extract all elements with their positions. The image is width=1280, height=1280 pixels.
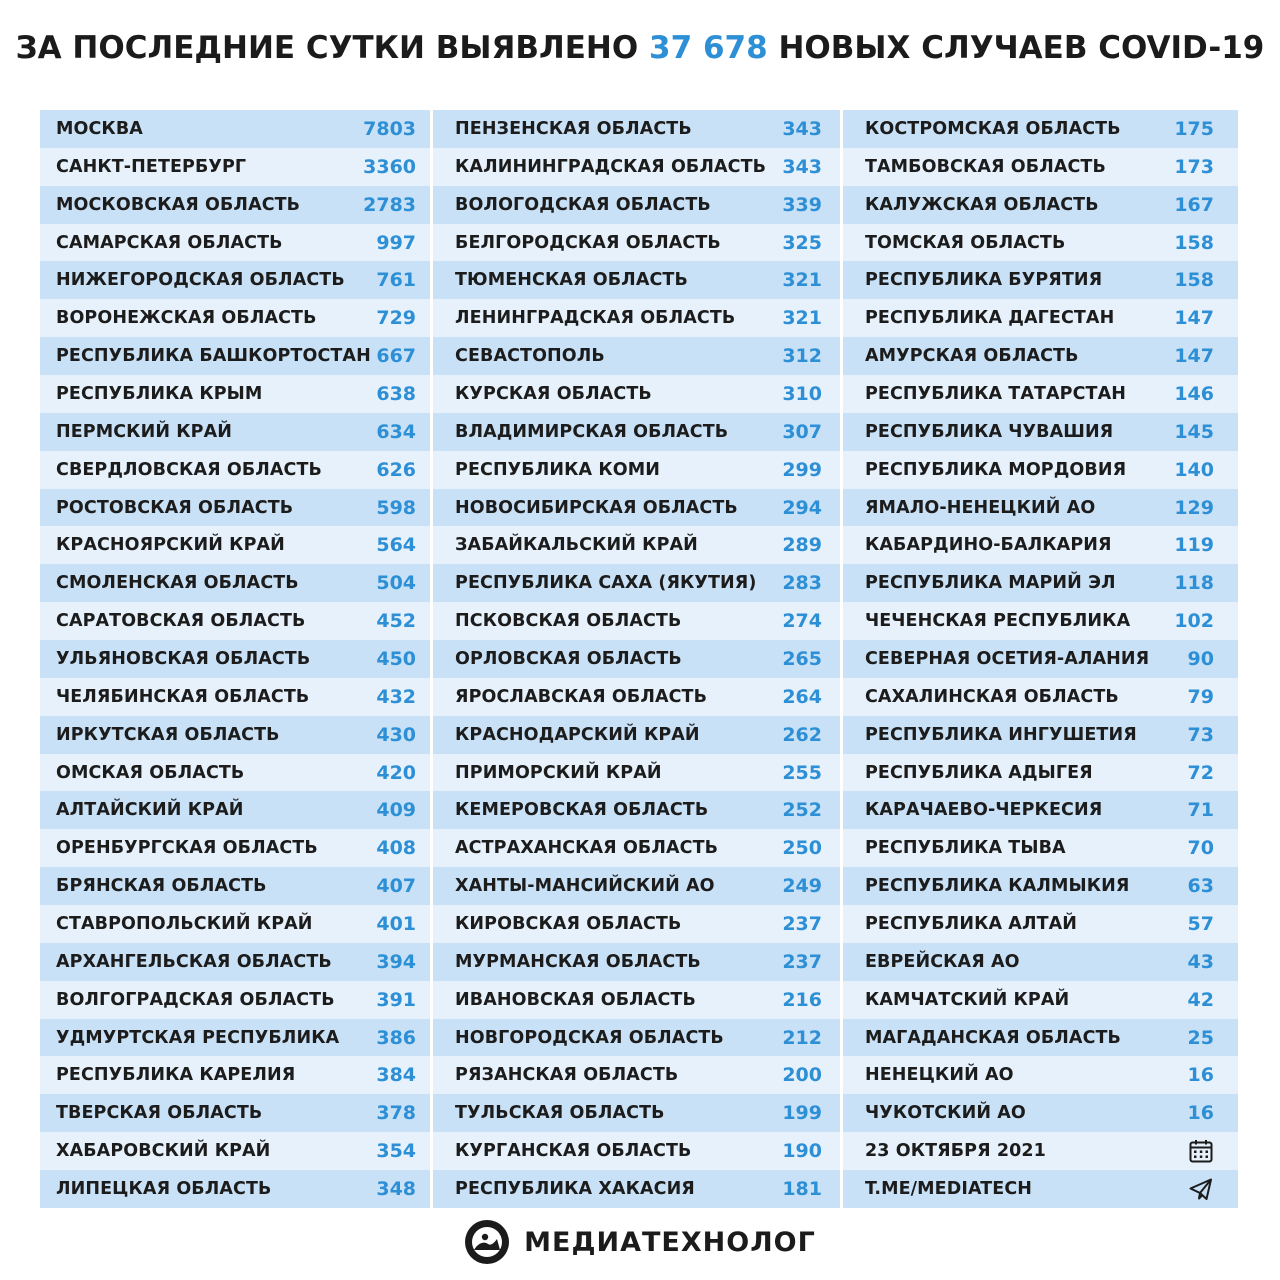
table-row	[433, 754, 840, 792]
table-row	[843, 489, 1238, 527]
region-name: КЕМЕРОВСКАЯ ОБЛАСТЬ	[455, 800, 709, 821]
table-row	[843, 678, 1238, 716]
table-row	[40, 489, 430, 527]
region-name: КУРСКАЯ ОБЛАСТЬ	[455, 383, 652, 404]
case-count: 265	[782, 647, 822, 670]
table-row	[433, 564, 840, 602]
case-count: 2783	[363, 193, 417, 216]
case-count: 626	[376, 458, 417, 481]
case-count: 634	[376, 420, 417, 443]
table-row	[433, 602, 840, 640]
table-row	[433, 678, 840, 716]
table-row	[433, 1170, 840, 1208]
table-row	[40, 337, 430, 375]
region-name: СМОЛЕНСКАЯ ОБЛАСТЬ	[56, 573, 299, 594]
region-name: ВОРОНЕЖСКАЯ ОБЛАСТЬ	[56, 308, 317, 329]
region-name: ПРИМОРСКИЙ КРАЙ	[455, 762, 662, 783]
table-row	[843, 261, 1238, 299]
table-row	[843, 299, 1238, 337]
table-row	[40, 791, 430, 829]
case-count: 42	[1187, 988, 1214, 1011]
table-row	[433, 1132, 840, 1170]
case-count: 283	[782, 572, 822, 595]
table-row	[40, 867, 430, 905]
table-row	[433, 337, 840, 375]
case-count: 325	[782, 231, 822, 254]
region-name: НОВГОРОДСКАЯ ОБЛАСТЬ	[455, 1027, 724, 1048]
telegram-icon[interactable]	[1188, 1176, 1214, 1202]
case-count: 237	[782, 912, 822, 935]
region-name: РЕСПУБЛИКА КРЫМ	[56, 383, 263, 404]
table-row	[40, 981, 430, 1019]
case-count: 199	[782, 1102, 822, 1125]
case-count: 343	[782, 155, 822, 178]
case-count: 729	[376, 307, 417, 330]
case-count: 255	[782, 761, 822, 784]
table-row	[433, 413, 840, 451]
region-name: МУРМАНСКАЯ ОБЛАСТЬ	[455, 951, 701, 972]
table-column-2	[430, 110, 840, 1208]
case-count: 274	[782, 610, 822, 633]
table-row	[40, 678, 430, 716]
publication-date: 23 ОКТЯБРЯ 2021	[864, 1141, 1046, 1162]
case-count: 43	[1187, 950, 1214, 973]
region-name: ЧЕЛЯБИНСКАЯ ОБЛАСТЬ	[56, 686, 310, 707]
case-count: 90	[1187, 647, 1214, 670]
case-count: 354	[376, 1140, 417, 1163]
table-row	[843, 413, 1238, 451]
case-count: 146	[1174, 382, 1214, 405]
region-name: АЛТАЙСКИЙ КРАЙ	[56, 800, 244, 821]
region-name: РЕСПУБЛИКА КОМИ	[455, 459, 660, 480]
table-row	[40, 1170, 430, 1208]
case-count: 200	[782, 1064, 822, 1087]
table-row	[40, 526, 430, 564]
region-name: ЧУКОТСКИЙ АО	[864, 1103, 1026, 1124]
table-row	[433, 981, 840, 1019]
case-count: 262	[782, 723, 822, 746]
case-count: 249	[782, 875, 822, 898]
table-row	[433, 791, 840, 829]
case-count: 761	[376, 269, 417, 292]
case-count: 564	[376, 534, 417, 557]
case-count: 140	[1174, 458, 1214, 481]
case-count: 175	[1174, 117, 1214, 140]
region-name: КАМЧАТСКИЙ КРАЙ	[864, 989, 1070, 1010]
table-row	[433, 110, 840, 148]
region-name: РЕСПУБЛИКА БАШКОРТОСТАН	[56, 346, 371, 367]
case-count: 504	[376, 572, 417, 595]
case-count: 71	[1187, 799, 1214, 822]
region-name: РЕСПУБЛИКА АДЫГЕЯ	[864, 762, 1093, 783]
region-name: УЛЬЯНОВСКАЯ ОБЛАСТЬ	[56, 648, 311, 669]
table-row	[40, 829, 430, 867]
region-name: ПЕРМСКИЙ КРАЙ	[56, 421, 232, 442]
table-row	[40, 716, 430, 754]
table-row	[40, 413, 430, 451]
brand-name: МЕДИАТЕХНОЛОГ	[524, 1226, 816, 1258]
telegram-link-row[interactable]	[843, 1170, 1238, 1208]
case-count: 3360	[363, 155, 417, 178]
title-prefix: ЗА ПОСЛЕДНИЕ СУТКИ ВЫЯВЛЕНО	[15, 30, 650, 66]
region-name: РЯЗАНСКАЯ ОБЛАСТЬ	[455, 1065, 679, 1086]
case-count: 339	[782, 193, 822, 216]
region-name: ТВЕРСКАЯ ОБЛАСТЬ	[56, 1103, 263, 1124]
case-count: 321	[782, 269, 822, 292]
region-name: НОВОСИБИРСКАЯ ОБЛАСТЬ	[455, 497, 738, 518]
region-name: САМАРСКАЯ ОБЛАСТЬ	[56, 232, 283, 253]
case-count: 73	[1187, 723, 1214, 746]
case-count: 289	[782, 534, 822, 557]
case-count: 450	[376, 647, 417, 670]
region-name: САНКТ-ПЕТЕРБУРГ	[56, 156, 247, 177]
table-row	[40, 375, 430, 413]
table-row	[843, 451, 1238, 489]
case-count: 394	[376, 950, 417, 973]
table-row	[843, 1094, 1238, 1132]
case-count: 420	[376, 761, 417, 784]
table-row	[40, 299, 430, 337]
region-name: ЯМАЛО-НЕНЕЦКИЙ АО	[864, 497, 1096, 518]
case-count: 264	[782, 685, 822, 708]
table-row	[843, 1019, 1238, 1057]
region-name: СЕВЕРНАЯ ОСЕТИЯ-АЛАНИЯ	[864, 648, 1150, 669]
case-count: 167	[1174, 193, 1214, 216]
region-name: АСТРАХАНСКАЯ ОБЛАСТЬ	[455, 838, 719, 859]
table-column-3	[840, 110, 1238, 1208]
table-row	[40, 110, 430, 148]
case-count: 147	[1174, 345, 1214, 368]
table-row	[40, 640, 430, 678]
region-name: РОСТОВСКАЯ ОБЛАСТЬ	[56, 497, 294, 518]
regions-table	[40, 110, 1238, 1208]
table-row	[40, 1094, 430, 1132]
region-name: РЕСПУБЛИКА ТЫВА	[864, 838, 1066, 859]
table-row	[40, 1056, 430, 1094]
table-row	[433, 1056, 840, 1094]
table-row	[843, 148, 1238, 186]
region-name: КАЛУЖСКАЯ ОБЛАСТЬ	[864, 194, 1099, 215]
table-row	[843, 375, 1238, 413]
region-name: КОСТРОМСКАЯ ОБЛАСТЬ	[864, 118, 1121, 139]
case-count: 348	[376, 1177, 417, 1200]
region-name: АРХАНГЕЛЬСКАЯ ОБЛАСТЬ	[56, 951, 332, 972]
region-name: ИРКУТСКАЯ ОБЛАСТЬ	[56, 724, 280, 745]
table-row	[40, 1019, 430, 1057]
region-name: РЕСПУБЛИКА МАРИЙ ЭЛ	[864, 573, 1116, 594]
region-name: ЛЕНИНГРАДСКАЯ ОБЛАСТЬ	[455, 308, 736, 329]
region-name: РЕСПУБЛИКА МОРДОВИЯ	[864, 459, 1127, 480]
region-name: БРЯНСКАЯ ОБЛАСТЬ	[56, 876, 267, 897]
region-name: МОСКВА	[56, 118, 143, 139]
region-name: ИВАНОВСКАЯ ОБЛАСТЬ	[455, 989, 696, 1010]
region-name: РЕСПУБЛИКА БУРЯТИЯ	[864, 270, 1103, 291]
table-row	[433, 299, 840, 337]
case-count: 310	[782, 382, 822, 405]
region-name: ТУЛЬСКАЯ ОБЛАСТЬ	[455, 1103, 665, 1124]
region-name: ЕВРЕЙСКАЯ АО	[864, 951, 1020, 972]
table-row	[843, 640, 1238, 678]
table-row	[433, 526, 840, 564]
case-count: 343	[782, 117, 822, 140]
case-count: 57	[1187, 912, 1214, 935]
region-name: ПСКОВСКАЯ ОБЛАСТЬ	[455, 611, 682, 632]
table-row	[843, 337, 1238, 375]
table-row	[843, 224, 1238, 262]
total-cases-number: 37 678	[649, 30, 768, 66]
region-name: ОМСКАЯ ОБЛАСТЬ	[56, 762, 245, 783]
case-count: 391	[376, 988, 417, 1011]
case-count: 16	[1187, 1102, 1214, 1125]
region-name: НИЖЕГОРОДСКАЯ ОБЛАСТЬ	[56, 270, 345, 291]
region-name: ЧЕЧЕНСКАЯ РЕСПУБЛИКА	[864, 611, 1131, 632]
table-row	[433, 905, 840, 943]
case-count: 384	[376, 1064, 417, 1087]
case-count: 79	[1187, 685, 1214, 708]
case-count: 997	[376, 231, 417, 254]
region-name: КРАСНОДАРСКИЙ КРАЙ	[455, 724, 700, 745]
region-name: РЕСПУБЛИКА КАЛМЫКИЯ	[864, 876, 1130, 897]
case-count: 129	[1174, 496, 1214, 519]
region-name: РЕСПУБЛИКА АЛТАЙ	[864, 913, 1078, 934]
region-name: САХАЛИНСКАЯ ОБЛАСТЬ	[864, 686, 1119, 707]
table-row	[843, 602, 1238, 640]
region-name: ЛИПЕЦКАЯ ОБЛАСТЬ	[56, 1178, 272, 1199]
case-count: 307	[782, 420, 822, 443]
table-row	[433, 829, 840, 867]
region-name: БЕЛГОРОДСКАЯ ОБЛАСТЬ	[455, 232, 721, 253]
table-row	[433, 224, 840, 262]
case-count: 401	[376, 912, 417, 935]
page-title	[0, 30, 1280, 66]
case-count: 252	[782, 799, 822, 822]
table-row	[40, 186, 430, 224]
table-row	[433, 451, 840, 489]
region-name: СВЕРДЛОВСКАЯ ОБЛАСТЬ	[56, 459, 322, 480]
region-name: ТЮМЕНСКАЯ ОБЛАСТЬ	[455, 270, 688, 291]
region-name: КАЛИНИНГРАДСКАЯ ОБЛАСТЬ	[455, 156, 767, 177]
case-count: 312	[782, 345, 822, 368]
region-name: РЕСПУБЛИКА ИНГУШЕТИЯ	[864, 724, 1137, 745]
brand-footer	[0, 1219, 1280, 1265]
table-row	[433, 1019, 840, 1057]
table-row	[40, 754, 430, 792]
table-row	[40, 261, 430, 299]
table-row	[40, 943, 430, 981]
case-count: 407	[376, 875, 417, 898]
region-name: РЕСПУБЛИКА САХА (ЯКУТИЯ)	[455, 573, 757, 594]
case-count: 216	[782, 988, 822, 1011]
case-count: 250	[782, 837, 822, 860]
case-count: 173	[1174, 155, 1214, 178]
table-row	[843, 110, 1238, 148]
region-name: МОСКОВСКАЯ ОБЛАСТЬ	[56, 194, 301, 215]
case-count: 16	[1187, 1064, 1214, 1087]
date-row	[843, 1132, 1238, 1170]
table-row	[40, 905, 430, 943]
region-name: КРАСНОЯРСКИЙ КРАЙ	[56, 535, 285, 556]
table-row	[433, 640, 840, 678]
table-row	[433, 716, 840, 754]
case-count: 72	[1187, 761, 1214, 784]
region-name: КАБАРДИНО-БАЛКАРИЯ	[864, 535, 1112, 556]
case-count: 181	[782, 1177, 822, 1200]
region-name: РЕСПУБЛИКА ТАТАРСТАН	[864, 383, 1126, 404]
table-row	[40, 148, 430, 186]
table-row	[40, 1132, 430, 1170]
case-count: 667	[376, 345, 417, 368]
case-count: 118	[1174, 572, 1214, 595]
region-name: ОРЛОВСКАЯ ОБЛАСТЬ	[455, 648, 682, 669]
case-count: 432	[376, 685, 417, 708]
region-name: ТОМСКАЯ ОБЛАСТЬ	[864, 232, 1066, 253]
table-row	[433, 943, 840, 981]
case-count: 378	[376, 1102, 417, 1125]
region-name: КИРОВСКАЯ ОБЛАСТЬ	[455, 913, 682, 934]
table-row	[843, 186, 1238, 224]
case-count: 408	[376, 837, 417, 860]
table-row	[843, 905, 1238, 943]
table-row	[843, 526, 1238, 564]
case-count: 452	[376, 610, 417, 633]
case-count: 190	[782, 1140, 822, 1163]
table-row	[843, 791, 1238, 829]
table-row	[433, 375, 840, 413]
case-count: 237	[782, 950, 822, 973]
region-name: АМУРСКАЯ ОБЛАСТЬ	[864, 346, 1079, 367]
table-row	[40, 602, 430, 640]
calendar-icon	[1188, 1138, 1214, 1164]
table-row	[843, 943, 1238, 981]
region-name: РЕСПУБЛИКА КАРЕЛИЯ	[56, 1065, 296, 1086]
case-count: 386	[376, 1026, 417, 1049]
case-count: 212	[782, 1026, 822, 1049]
region-name: ПЕНЗЕНСКАЯ ОБЛАСТЬ	[455, 118, 692, 139]
telegram-link[interactable]: T.ME/MEDIATECH	[864, 1178, 1033, 1199]
table-row	[843, 829, 1238, 867]
case-count: 158	[1174, 269, 1214, 292]
region-name: ВЛАДИМИРСКАЯ ОБЛАСТЬ	[455, 421, 729, 442]
region-name: ТАМБОВСКАЯ ОБЛАСТЬ	[864, 156, 1106, 177]
table-row	[433, 261, 840, 299]
region-name: СЕВАСТОПОЛЬ	[455, 346, 605, 367]
title-suffix: НОВЫХ СЛУЧАЕВ COVID-19	[767, 30, 1265, 66]
table-row	[843, 981, 1238, 1019]
table-row	[40, 224, 430, 262]
table-row	[433, 186, 840, 224]
region-name: КАРАЧАЕВО-ЧЕРКЕСИЯ	[864, 800, 1103, 821]
table-row	[433, 489, 840, 527]
region-name: ВОЛОГОДСКАЯ ОБЛАСТЬ	[455, 194, 711, 215]
case-count: 70	[1187, 837, 1214, 860]
case-count: 63	[1187, 875, 1214, 898]
region-name: КУРГАНСКАЯ ОБЛАСТЬ	[455, 1141, 692, 1162]
case-count: 7803	[363, 117, 417, 140]
mediatechnolog-logo-icon	[464, 1219, 510, 1265]
table-row	[843, 564, 1238, 602]
case-count: 430	[376, 723, 417, 746]
case-count: 294	[782, 496, 822, 519]
case-count: 145	[1174, 420, 1214, 443]
table-row	[843, 867, 1238, 905]
case-count: 119	[1174, 534, 1214, 557]
region-name: РЕСПУБЛИКА ЧУВАШИЯ	[864, 421, 1114, 442]
case-count: 25	[1187, 1026, 1214, 1049]
table-column-1	[40, 110, 430, 1208]
region-name: ХАБАРОВСКИЙ КРАЙ	[56, 1141, 271, 1162]
case-count: 147	[1174, 307, 1214, 330]
region-name: ВОЛГОГРАДСКАЯ ОБЛАСТЬ	[56, 989, 335, 1010]
case-count: 102	[1174, 610, 1214, 633]
region-name: МАГАДАНСКАЯ ОБЛАСТЬ	[864, 1027, 1121, 1048]
table-row	[843, 754, 1238, 792]
table-row	[433, 148, 840, 186]
region-name: УДМУРТСКАЯ РЕСПУБЛИКА	[56, 1027, 340, 1048]
case-count: 321	[782, 307, 822, 330]
table-row	[433, 867, 840, 905]
case-count: 409	[376, 799, 417, 822]
region-name: ХАНТЫ-МАНСИЙСКИЙ АО	[455, 876, 715, 897]
region-name: ОРЕНБУРГСКАЯ ОБЛАСТЬ	[56, 838, 318, 859]
table-row	[40, 451, 430, 489]
table-row	[843, 1056, 1238, 1094]
region-name: РЕСПУБЛИКА ДАГЕСТАН	[864, 308, 1115, 329]
region-name: ЯРОСЛАВСКАЯ ОБЛАСТЬ	[455, 686, 708, 707]
case-count: 299	[782, 458, 822, 481]
region-name: СТАВРОПОЛЬСКИЙ КРАЙ	[56, 913, 313, 934]
table-row	[843, 716, 1238, 754]
case-count: 598	[376, 496, 417, 519]
region-name: САРАТОВСКАЯ ОБЛАСТЬ	[56, 611, 306, 632]
table-row	[40, 564, 430, 602]
region-name: ЗАБАЙКАЛЬСКИЙ КРАЙ	[455, 535, 698, 556]
case-count: 158	[1174, 231, 1214, 254]
case-count: 638	[376, 382, 417, 405]
table-row	[433, 1094, 840, 1132]
region-name: НЕНЕЦКИЙ АО	[864, 1065, 1014, 1086]
region-name: РЕСПУБЛИКА ХАКАСИЯ	[455, 1178, 695, 1199]
